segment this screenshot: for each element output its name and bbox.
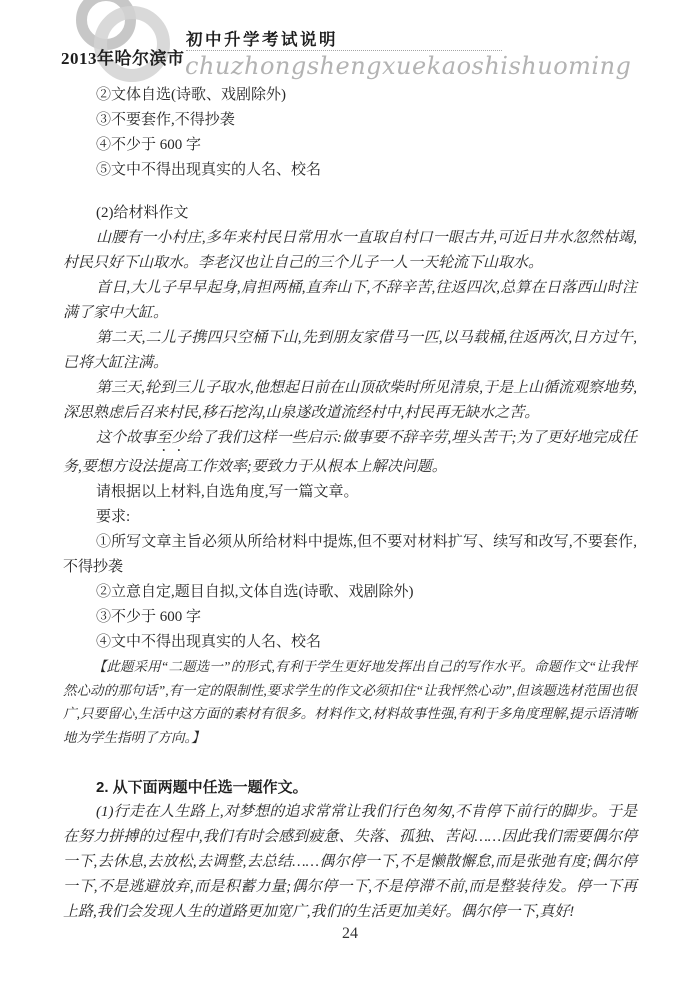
requirements-label: 要求: bbox=[96, 509, 131, 525]
requirement-item: ②立意自定,题目自拟,文体自选(诗歌、戏剧除外) bbox=[96, 584, 414, 600]
insight-text-after: 给了我们这样一些启示:做事要不辞辛劳,埋头苦干;为了更好地完成任务,要想方设法提高工作效率;要致力于从根本上解决问题。 bbox=[63, 430, 637, 475]
edition-label: 2013年哈尔滨市 bbox=[61, 49, 185, 68]
question2-option1: (1)行走在人生路上,对梦想的追求常常让我们行色匆匆,不肯停下前行的脚步。于是在努力拼搏的过程中,我们有时会感到疲惫、失落、孤独、苦闷……因此我们需要偶尔停一下,去休息,去放松,去调整,去总结……偶尔停一下,不是懒散懈怠,而是张弛有度;偶尔停一下,不是逃避放弃,而是积蓄力量;偶尔停一下,不是停滞不前,而是整装待发。停一下再上路,我们会发现人生的道路更加宽广,我们的生活更加美好。偶尔停一下,真好! bbox=[63, 804, 637, 920]
page-number: 24 bbox=[342, 925, 358, 942]
story-paragraph: 第二天,二儿子携四只空桶下山,先到朋友家借马一匹,以马载桶,往返两次,日方过午,已将大缸注满。 bbox=[63, 330, 637, 371]
section-gap bbox=[63, 749, 637, 775]
story-insight bbox=[63, 426, 637, 480]
section2-heading: (2)给材料作文 bbox=[96, 205, 189, 221]
story-paragraph: 第三天,轮到三儿子取水,他想起日前在山顶砍柴时所见清泉,于是上山循流观察地势,深思熟虑后召来村民,移石挖沟,山泉遂改道流经村中,村民再无缺水之苦。 bbox=[63, 380, 637, 421]
requirement-item: ①所写文章主旨必须从所给材料中提炼,但不要对材料扩写、续写和改写,不要套作,不得抄袭 bbox=[63, 534, 637, 575]
instruction-item: ⑤文中不得出现真实的人名、校名 bbox=[96, 162, 322, 178]
book-title: 初中升学考试说明 bbox=[186, 31, 338, 49]
analysis-note: 【此题采用“二题选一”的形式,有利于学生更好地发挥出自己的写作水平。命题作文“让我怦然心动的那句话”,有一定的限制性,要求学生的作文必须扣住“让我怦然心动”,但该题选材范围也很广,只要留心,生活中这方面的素材有很多。材料作文,材料故事性强,有利于多角度理解,提示语清晰地为学生指明了方向。】 bbox=[63, 659, 637, 745]
task-line: 请根据以上材料,自选角度,写一篇文章。 bbox=[96, 484, 359, 500]
page-body bbox=[63, 83, 637, 925]
section-gap bbox=[63, 183, 637, 201]
insight-emphasized-text: 至少 bbox=[156, 430, 187, 446]
instruction-item: ②文体自选(诗歌、戏剧除外) bbox=[96, 87, 286, 103]
requirement-item: ③不少于 600 字 bbox=[96, 609, 202, 625]
story-paragraph: 首日,大儿子早早起身,肩担两桶,直奔山下,不辞辛苦,往返四次,总算在日落西山时注满了家中大缸。 bbox=[63, 280, 637, 321]
insight-text-before: 这个故事 bbox=[96, 430, 157, 446]
story-paragraph: 山腰有一小村庄,多年来村民日常用水一直取自村口一眼古井,可近日井水忽然枯竭,村民只好下山取水。李老汉也让自己的三个儿子一人一天轮流下山取水。 bbox=[63, 230, 637, 271]
requirement-item: ④文中不得出现真实的人名、校名 bbox=[96, 634, 322, 650]
pinyin-subtitle: chuzhongshengxuekaoshishuoming bbox=[185, 52, 632, 80]
instruction-item: ③不要套作,不得抄袭 bbox=[96, 112, 235, 128]
instruction-item: ④不少于 600 字 bbox=[96, 137, 202, 153]
question2-heading: 2. 从下面两题中任选一题作文。 bbox=[96, 779, 308, 796]
dotted-divider bbox=[186, 50, 502, 51]
